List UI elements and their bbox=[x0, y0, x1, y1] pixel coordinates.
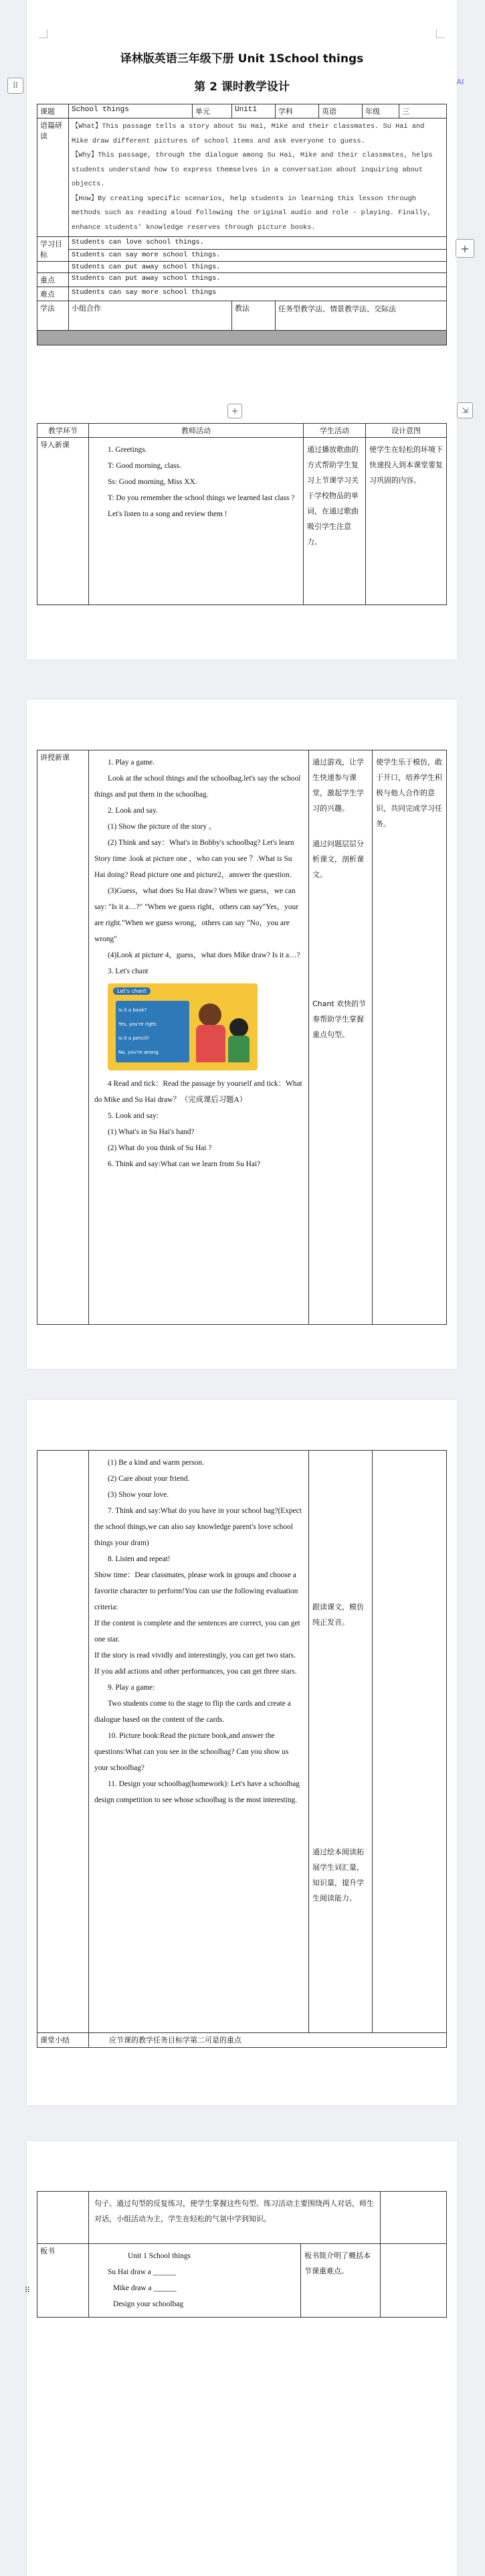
teach-method-value: 任务型教学法、情景教学法、交际法 bbox=[276, 301, 447, 331]
resize-icon[interactable]: ⇲ bbox=[457, 402, 473, 418]
goal-3: Students can put away school things. bbox=[69, 262, 447, 273]
new-lesson-line: 3. Let's chant bbox=[108, 967, 149, 975]
lead-in-stage: 导入新课 bbox=[37, 438, 89, 605]
new-lesson-student: 通过游戏，让学生快速参与课堂，激起学生学习的兴趣。 bbox=[312, 758, 364, 813]
new-lesson-purpose: 使学生乐于模仿，敢于开口，培养学生积极与他人合作的意识，共同完成学习任务。 bbox=[376, 758, 442, 828]
board-line: Mike draw a ______ bbox=[113, 2284, 177, 2292]
drag-handle-icon[interactable]: ⠿ bbox=[24, 2285, 31, 2295]
why-paragraph: 【Why】This passage, through the dialogue among Su Hai, Mike and their classmates, helps students understand how to express themselves in a conversation about inquiring about objects. bbox=[72, 151, 433, 188]
key-label: 重点 bbox=[37, 273, 69, 287]
board-label: 板书 bbox=[37, 2244, 89, 2318]
info-table bbox=[37, 104, 447, 345]
document-title: 译林版英语三年级下册 Unit 1School things bbox=[120, 52, 364, 66]
difficult-label: 难点 bbox=[37, 287, 69, 301]
page3-line: If the content is complete and the sentences are correct, you can get one star. bbox=[94, 1619, 300, 1643]
page3-student: 通过绘本阅读拓展学生词汇量，知识量，提升学生阅读能力。 bbox=[312, 1848, 364, 1903]
page3-line: 7. Think and say:What do you have in your school bag?(Expect the school things,we can also say knowledge parent's love school things your dram) bbox=[94, 1507, 302, 1547]
process-table-2 bbox=[37, 750, 447, 1325]
page3-line: Two students come to the stage to flip the cards and create a dialogue based on the content of the cards. bbox=[94, 1700, 291, 1724]
difficult-value: Students can say more school things bbox=[69, 287, 447, 301]
new-lesson-line: (2) Think and say：What's in Bobby's schoolbag? Let's learn Story time .look at picture one ，who can you see ？.What is Su Hai doing? Read picture one and picture2，answer the question. bbox=[94, 839, 294, 879]
document-subtitle: 第 2 课时教学设计 bbox=[194, 80, 290, 94]
new-lesson-line: 4 Read and tick：Read the passage by yourself and tick：What do Mike and Su Hai draw？（完成课后习题A） bbox=[94, 1080, 302, 1104]
teach-method-label: 教法 bbox=[232, 301, 276, 331]
page3-line: 11. Design your schoolbag(homework): Let's have a schoolbag design competition to see whose schoolbag is the most interesting. bbox=[94, 1780, 300, 1804]
process-table-3 bbox=[37, 1450, 447, 2048]
page3-line: Show time：Dear classmates, please work in groups and choose a favorite character to perform!You can use the following evaluation criteria: bbox=[94, 1571, 298, 1611]
insert-row-button[interactable]: + bbox=[227, 404, 242, 418]
board-line: Design your schoolbag bbox=[113, 2300, 184, 2308]
board-note: 板书简介明了概括本节课重难点。 bbox=[304, 2251, 371, 2275]
new-lesson-line: (1) What's in Su Hai's hand? bbox=[108, 1128, 195, 1136]
summary-value: 应节课的教学任务目标学第二可是的重点 bbox=[89, 2033, 447, 2048]
page3-line: 8. Listen and repeat! bbox=[108, 1555, 171, 1563]
page3-line: If you add actions and other performances, you can get three stars. bbox=[94, 1668, 297, 1676]
new-lesson-line: (4)Look at picture 4，guess，what does Mike draw? Is it a…? bbox=[108, 951, 300, 959]
page3-line: (2) Care about your friend. bbox=[108, 1475, 190, 1483]
subject-label: 学科 bbox=[276, 104, 319, 118]
grade-label: 年级 bbox=[363, 104, 399, 118]
lead-in-line: T: Do you remember the school things we learned last class ? bbox=[108, 494, 295, 502]
how-paragraph: 【How】By creating specific scenarios, help students in learning this lesson through methods such as reading aloud following the original audio and role - playing. Finally, enhance students' knowledge reserves through picture books. bbox=[72, 194, 431, 232]
key-value: Students can put away school things. bbox=[69, 273, 447, 287]
lead-in-line: Let's listen to a song and review them ! bbox=[108, 510, 227, 518]
topic-value: School things bbox=[69, 104, 193, 118]
unit-value: Unit1 bbox=[232, 104, 276, 118]
page3-line: If the story is read vividly and interestingly, you can get two stars. bbox=[94, 1652, 296, 1660]
chant-line: Yes, you're right. bbox=[118, 1022, 158, 1027]
grid-handle-icon[interactable]: ⠿ bbox=[7, 78, 23, 94]
summary-label: 课堂小结 bbox=[37, 2033, 89, 2048]
lead-in-line: Ss: Good morning, Miss XX. bbox=[108, 478, 197, 486]
chant-heading: Let's chant bbox=[113, 987, 151, 995]
boy-figure-icon bbox=[229, 1018, 248, 1037]
col-purpose: 设计意图 bbox=[366, 424, 447, 438]
page3-line: 10. Picture book:Read the picture book,and answer the questions:What can you see in the schoolbag? Can you show us your schoolbag? bbox=[94, 1732, 289, 1772]
new-lesson-student: 通过问题层层分析课文，剖析课文。 bbox=[312, 839, 364, 879]
chant-illustration bbox=[108, 983, 258, 1070]
topic-label: 课题 bbox=[37, 104, 69, 118]
new-lesson-line: (2) What do you think of Su Hai ? bbox=[108, 1144, 212, 1152]
goal-1: Students can love school things. bbox=[69, 237, 447, 250]
lead-in-purpose: 使学生在轻松的环境下快速投入到本课堂要复习巩固的内容。 bbox=[369, 445, 443, 485]
goal-2: Students can say more school things. bbox=[69, 249, 447, 262]
new-lesson-stage: 讲授新课 bbox=[37, 750, 89, 1325]
new-lesson-line: 6. Think and say:What can we learn from Su Hai? bbox=[108, 1160, 261, 1168]
grade-value: 三 bbox=[399, 104, 447, 118]
page3-line: (3) Show your love. bbox=[108, 1491, 169, 1499]
page3-line: 9. Play a game: bbox=[108, 1684, 155, 1692]
add-block-button[interactable]: + bbox=[456, 239, 474, 258]
subject-value: 英语 bbox=[319, 104, 363, 118]
new-lesson-student: Chant 欢快的节奏帮助学生掌握重点句型。 bbox=[312, 999, 367, 1039]
new-lesson-line: 1. Play a game. bbox=[108, 758, 155, 767]
lead-in-student: 通过播放歌曲的方式帮助学生复习上节课学习关于学校物品的单词，在通过歌曲吸引学生注意力。 bbox=[307, 445, 359, 546]
analysis-label: 语篇研读 bbox=[37, 118, 69, 237]
col-teacher: 教师活动 bbox=[89, 424, 304, 438]
process-banner bbox=[37, 331, 447, 345]
chant-line: No, you're wrong. bbox=[118, 1050, 160, 1055]
page-1 bbox=[27, 0, 457, 659]
board-line: Su Hai draw a ______ bbox=[108, 2268, 176, 2276]
new-lesson-line: Look at the school things and the schoolbag.let's say the school things and put them in the schoolbag. bbox=[94, 775, 301, 799]
page-4 bbox=[27, 2141, 457, 2576]
process-table-4 bbox=[37, 2191, 447, 2318]
lead-in-line: T: Good morning, class. bbox=[108, 462, 181, 470]
new-lesson-line: 2. Look and say. bbox=[108, 807, 158, 815]
method-value: 小组合作 bbox=[69, 301, 232, 331]
page3-line: (1) Be a kind and warm person. bbox=[108, 1459, 204, 1467]
unit-label: 单元 bbox=[193, 104, 232, 118]
new-lesson-line: (1) Show the picture of the story 。 bbox=[108, 823, 217, 831]
new-lesson-line: 5. Look and say: bbox=[108, 1112, 159, 1120]
method-label: 学法 bbox=[37, 301, 69, 331]
board-line: Unit 1 School things bbox=[128, 2252, 191, 2260]
lead-in-line: 1. Greetings. bbox=[108, 446, 147, 454]
chant-line: Is it a book? bbox=[118, 1008, 147, 1013]
process-table-1 bbox=[37, 423, 447, 605]
chant-line: Is it a pencil? bbox=[118, 1036, 150, 1041]
what-paragraph: 【What】This passage tells a story about Su Hai, Mike and their classmates. Su Hai and Mike draw different pictures of school items and ask everyone to guess. bbox=[72, 123, 425, 145]
col-student: 学生活动 bbox=[304, 424, 366, 438]
new-lesson-line: (3)Guess，what does Su Hai draw? When we guess，we can say: "Is it a…?" "When we guess right，others can say"Yes，your are right."When we guess wrong，others can say "No，you are wrong" bbox=[94, 887, 298, 943]
page-3 bbox=[27, 1400, 457, 2105]
girl-figure-icon bbox=[199, 1003, 221, 1026]
ai-assistant-button[interactable]: AI bbox=[456, 77, 464, 86]
page3-student: 跟读课文，模仿纯正发音。 bbox=[312, 1603, 364, 1627]
goals-label: 学习目标 bbox=[37, 237, 69, 262]
page-2 bbox=[27, 700, 457, 1369]
reflection-text: 句子。通过句型的反复练习，使学生掌握这些句型。练习活动主要围绕两人对话，师生对话，小组活动为主，学生在轻松的气氛中学到知识。 bbox=[94, 2199, 374, 2223]
col-stage: 教学环节 bbox=[37, 424, 89, 438]
